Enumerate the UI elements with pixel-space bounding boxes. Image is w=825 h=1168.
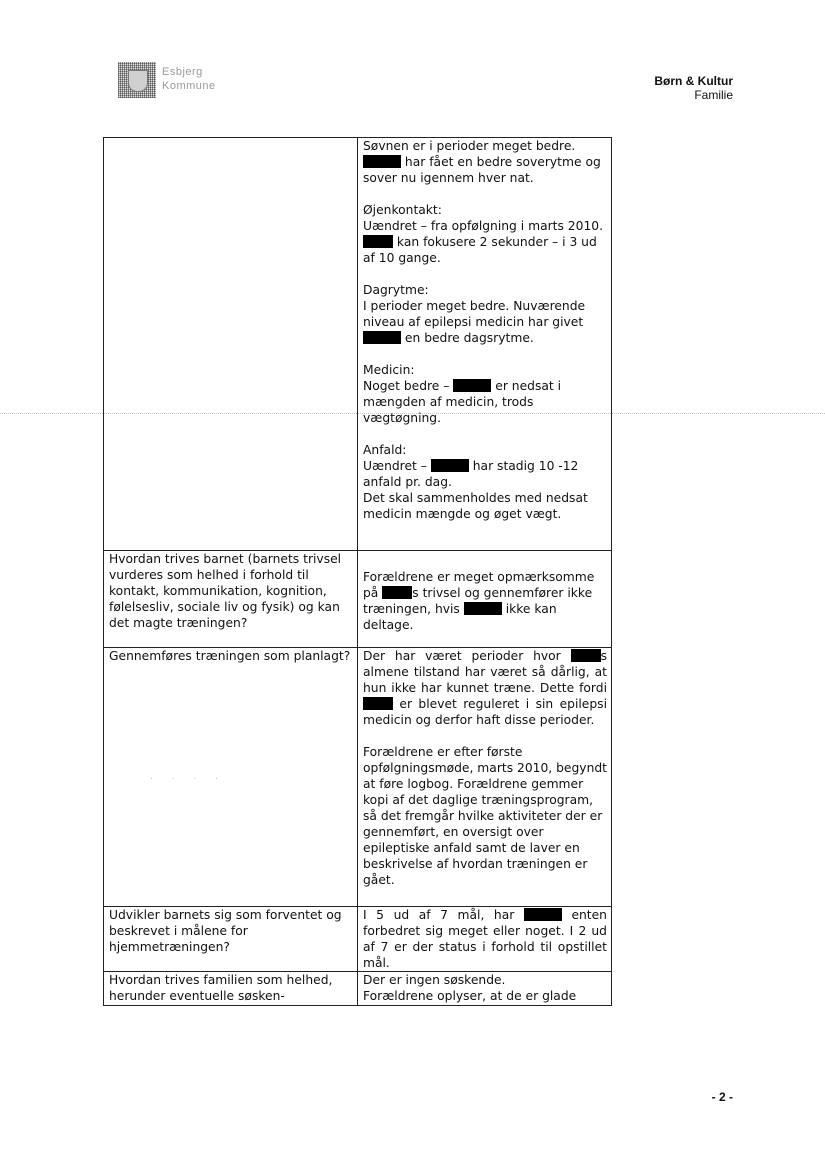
answer-cell xyxy=(358,138,612,551)
redaction-block xyxy=(363,697,393,710)
redaction-block xyxy=(453,379,491,392)
table-row xyxy=(104,551,612,648)
answer-cell xyxy=(358,972,612,1006)
text-span: ikke kan deltage. xyxy=(363,602,557,632)
question-text: Udvikler barnets sig som forventet og beskrevet i målene for hjemmetræningen? xyxy=(109,908,342,954)
text-span: er blevet reguleret i sin epilepsi medicin og derfor haft disse perioder. xyxy=(363,697,607,727)
text-line: Der er ingen søskende. xyxy=(363,973,506,987)
logo-line-2: Kommune xyxy=(162,80,216,92)
subheading: Øjenkontakt: xyxy=(363,203,442,217)
training-paragraph-2: Forældrene er efter første opfølgningsmøde, marts 2010, begyndt at føre logbog. Forældrene gemmer kopi af det daglige træningsprogram, så det fremgår hvilke aktiviteter der er gennemført, en oversigt over epileptiske anfald samt de laver en beskrivelse af hvordan træningen er gået. xyxy=(363,745,608,887)
seizures-paragraph xyxy=(363,442,607,522)
question-text: Hvordan trives familien som helhed, herunder eventuelle søsken- xyxy=(109,973,333,1003)
text-span: Søvnen er i perioder meget bedre. xyxy=(363,139,576,153)
department-unit: Familie xyxy=(694,88,733,102)
question-cell xyxy=(104,907,358,972)
assessment-table xyxy=(103,137,611,1006)
text-span: har fået en bedre soverytme og sover nu igennem hver nat. xyxy=(363,155,601,185)
sleep-paragraph xyxy=(363,138,607,186)
eye-contact-paragraph xyxy=(363,202,607,266)
training-paragraph-1 xyxy=(363,648,607,728)
question-cell xyxy=(104,648,358,907)
text-span: Der har været perioder hvor xyxy=(363,649,561,663)
subheading: Medicin: xyxy=(363,363,415,377)
redaction-block xyxy=(524,908,562,921)
subheading: Dagrytme: xyxy=(363,283,429,297)
text-line: Forældrene oplyser, at de er glade xyxy=(363,989,577,1003)
redaction-block xyxy=(571,649,601,662)
text-span: kan fokusere 2 sekunder – i 3 ud af 10 gange. xyxy=(363,235,597,265)
text-span: s trivsel og gennemfører ikke træningen, hvis xyxy=(363,586,593,616)
text-span: Uændret – xyxy=(363,459,427,473)
question-cell xyxy=(104,551,358,648)
redaction-block xyxy=(382,586,412,599)
municipality-logo xyxy=(118,62,278,102)
text-span: er nedsat i mængden af medicin, trods vægtøgning. xyxy=(363,379,562,425)
redaction-block xyxy=(363,155,401,168)
text-span: I perioder meget bedre. Nuværende niveau af epilepsi medicin har givet xyxy=(363,299,586,329)
text-span: Forældrene er meget opmærksomme på xyxy=(363,570,595,600)
coat-of-arms-icon xyxy=(118,62,156,98)
medicine-paragraph xyxy=(363,362,607,426)
question-cell xyxy=(104,138,358,551)
logo-line-1: Esbjerg xyxy=(162,66,203,78)
text-span: s almene tilstand har været så dårlig, at hun ikke har kunnet træne. Dette fordi xyxy=(363,649,607,695)
redaction-block xyxy=(431,459,469,472)
text-span: har stadig 10 -12 anfald pr. dag. xyxy=(363,459,579,489)
question-text: Gennemføres træningen som planlagt? xyxy=(109,649,351,663)
day-rhythm-paragraph xyxy=(363,282,607,346)
table-row xyxy=(104,138,612,551)
text-span: Uændret – fra opfølgning i marts 2010. xyxy=(363,219,603,233)
text-span: enten forbedret sig meget eller noget. I 2 ud af 7 er der status i forhold til opstillet mål. xyxy=(363,908,607,970)
department-name: Børn & Kultur xyxy=(654,74,733,88)
redaction-block xyxy=(363,235,393,248)
logo-wordmark xyxy=(162,65,216,93)
scan-marks: . . . . xyxy=(150,772,227,782)
text-span: I 5 ud af 7 mål, har xyxy=(363,908,515,922)
table-row xyxy=(104,972,612,1006)
answer-cell xyxy=(358,648,612,907)
redaction-block xyxy=(464,602,502,615)
question-cell xyxy=(104,972,358,1006)
text-span: en bedre dagsrytme. xyxy=(404,331,534,345)
table-row xyxy=(104,907,612,972)
answer-cell xyxy=(358,907,612,972)
subheading: Anfald: xyxy=(363,443,407,457)
text-line: Det skal sammenholdes med nedsat medicin mængde og øget vægt. xyxy=(363,491,588,521)
redaction-block xyxy=(363,331,401,344)
page-number: - 2 - xyxy=(711,1090,733,1104)
department-header xyxy=(654,74,733,102)
answer-cell xyxy=(358,551,612,648)
question-text: Hvordan trives barnet (barnets trivsel vurderes som helhed i forhold til kontakt, kommunikation, kognition, følelsesliv, sociale liv og fysik) og kan det magte træningen? xyxy=(109,552,342,630)
text-span: Noget bedre – xyxy=(363,379,450,393)
